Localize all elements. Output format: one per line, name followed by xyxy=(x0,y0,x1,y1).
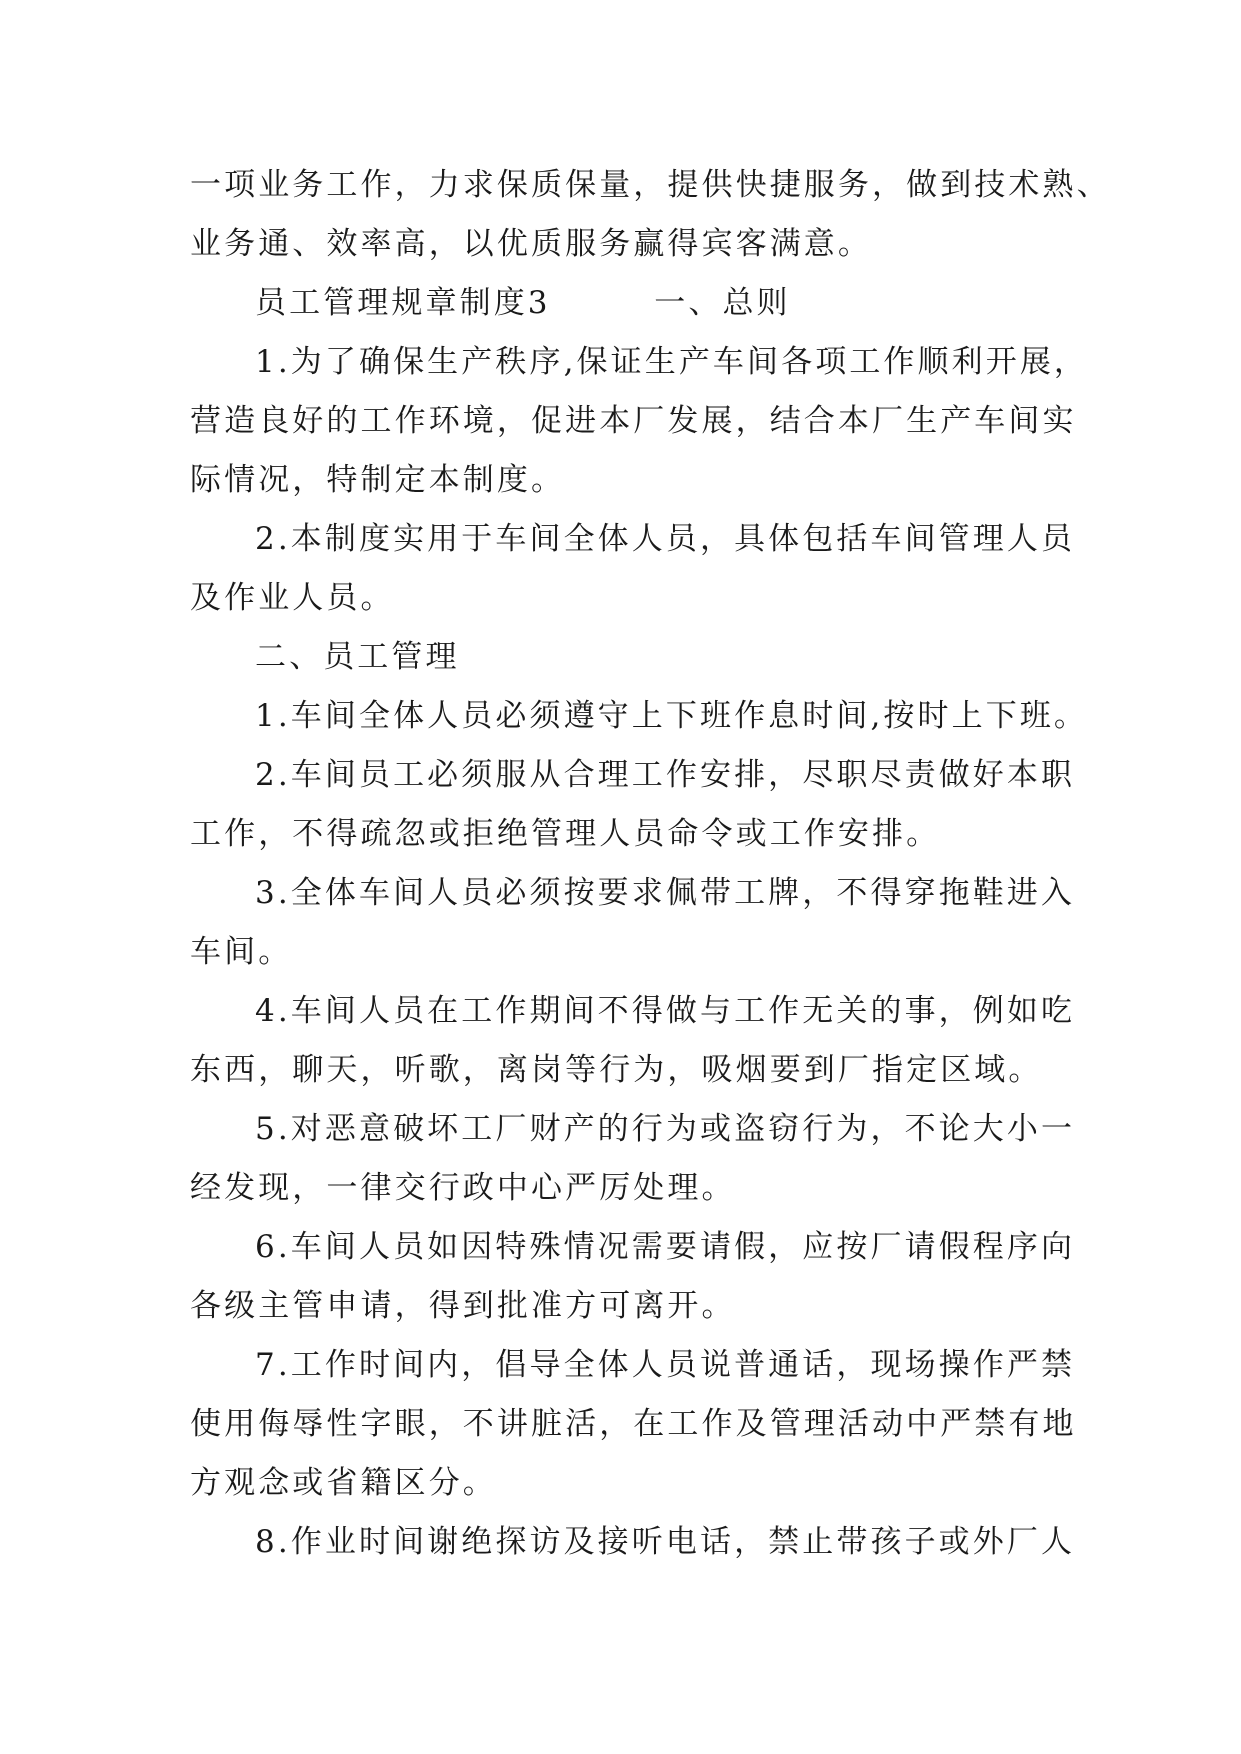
text-line xyxy=(0,509,1241,569)
line-text: 方观念或省籍区分。 xyxy=(190,1465,497,1501)
text-line xyxy=(0,1394,1241,1454)
line-text: 车间。 xyxy=(190,934,293,970)
text-line xyxy=(0,332,1241,392)
line-text: 及作业人员。 xyxy=(190,580,395,616)
line-text: 3.全体车间人员必须按要求佩带工牌，不得穿拖鞋进入 xyxy=(255,875,1076,911)
line-text: 1.为了确保生产秩序,保证生产车间各项工作顺利开展， xyxy=(255,344,1089,380)
line-text: 业务通、效率高，以优质服务赢得宾客满意。 xyxy=(190,226,872,262)
line-text: 工作，不得疏忽或拒绝管理人员命令或工作安排。 xyxy=(190,816,941,852)
line-text: 各级主管申请，得到批准方可离开。 xyxy=(190,1288,736,1324)
text-line xyxy=(0,863,1241,923)
line-text: 5.对恶意破坏工厂财产的行为或盗窃行为，不论大小一 xyxy=(255,1111,1076,1147)
line-text: 东西，聊天，听歌，离岗等行为，吸烟要到厂指定区域。 xyxy=(190,1052,1043,1088)
text-line xyxy=(0,981,1241,1041)
line-text: 二、员工管理 xyxy=(255,639,460,675)
line-text: 一项业务工作，力求保质保量，提供快捷服务，做到技术熟、 xyxy=(190,167,1111,203)
text-line xyxy=(0,214,1241,274)
text-line xyxy=(0,1276,1241,1336)
text-line xyxy=(0,1217,1241,1277)
text-line xyxy=(0,1040,1241,1100)
line-text: 6.车间人员如因特殊情况需要请假，应按厂请假程序向 xyxy=(255,1229,1076,1265)
text-line xyxy=(0,1453,1241,1513)
text-line xyxy=(0,1158,1241,1218)
text-line xyxy=(0,1512,1241,1572)
text-line xyxy=(0,922,1241,982)
section-heading xyxy=(0,627,1241,687)
text-line xyxy=(0,391,1241,451)
line-text: 员工管理规章制度3 一、总则 xyxy=(255,285,791,321)
line-text: 4.车间人员在工作期间不得做与工作无关的事，例如吃 xyxy=(255,993,1076,1029)
text-line xyxy=(0,568,1241,628)
text-line xyxy=(0,155,1241,215)
text-line xyxy=(0,804,1241,864)
text-line xyxy=(0,1099,1241,1159)
section-heading xyxy=(0,273,1241,333)
line-text: 2.本制度实用于车间全体人员，具体包括车间管理人员 xyxy=(255,521,1076,557)
text-line xyxy=(0,745,1241,805)
line-text: 2.车间员工必须服从合理工作安排，尽职尽责做好本职 xyxy=(255,757,1076,793)
line-text: 营造良好的工作环境，促进本厂发展，结合本厂生产车间实 xyxy=(190,403,1077,439)
text-line xyxy=(0,1335,1241,1395)
line-text: 8.作业时间谢绝探访及接听电话，禁止带孩子或外厂人 xyxy=(255,1524,1076,1560)
line-text: 7.工作时间内，倡导全体人员说普通话，现场操作严禁 xyxy=(255,1347,1076,1383)
line-text: 使用侮辱性字眼，不讲脏活，在工作及管理活动中严禁有地 xyxy=(190,1406,1077,1442)
text-line xyxy=(0,686,1241,746)
text-line xyxy=(0,450,1241,510)
line-text: 际情况，特制定本制度。 xyxy=(190,462,566,498)
line-text: 1.车间全体人员必须遵守上下班作息时间,按时上下班。 xyxy=(255,698,1089,734)
line-text: 经发现，一律交行政中心严厉处理。 xyxy=(190,1170,736,1206)
